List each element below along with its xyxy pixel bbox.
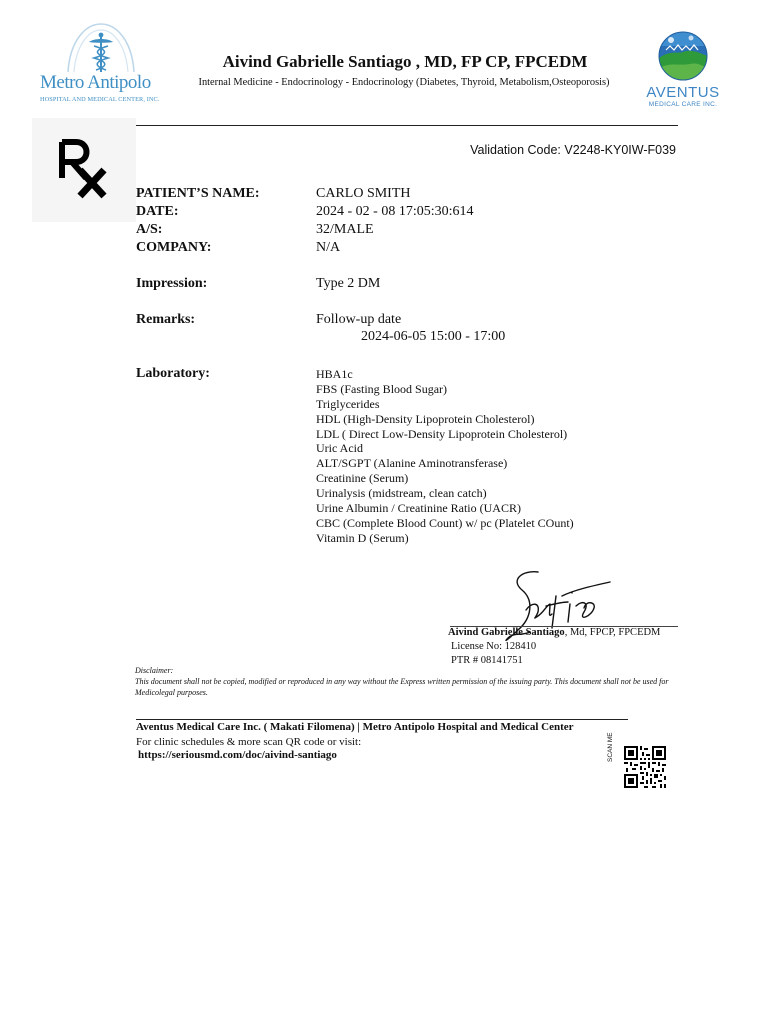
age-sex-value: 32/MALE — [316, 222, 374, 237]
lab-item: ALT/SGPT (Alanine Aminotransferase) — [316, 456, 508, 470]
aventus-logo — [640, 28, 730, 114]
age-sex-label: A/S: — [136, 222, 163, 237]
disclaimer-title: Disclaimer: — [135, 666, 174, 675]
footer-line: For clinic schedules & more scan QR code or visit: — [136, 736, 362, 748]
company-label: COMPANY: — [136, 240, 212, 255]
header-divider — [136, 125, 678, 126]
impression-label: Impression: — [136, 276, 208, 291]
right-logo-name: AVENTUS — [646, 84, 720, 101]
laboratory-label: Laboratory: — [136, 366, 210, 381]
remarks-line1: Follow-up date — [316, 312, 402, 327]
lab-item: Urine Albumin / Creatinine Ratio (UACR) — [316, 501, 521, 515]
lab-item: Vitamin D (Serum) — [316, 531, 409, 545]
ptr-number: PTR # 08141751 — [451, 655, 523, 666]
lab-item: CBC (Complete Blood Count) w/ pc (Platelet COunt) — [316, 516, 574, 530]
signer-credentials: , Md, FPCP, FPCEDM — [564, 627, 661, 638]
validation-code: Validation Code: V2248-KY0IW-F039 — [470, 143, 676, 157]
patient-name-label: PATIENT’S NAME: — [136, 186, 260, 201]
scan-me-label: SCAN ME — [607, 732, 614, 762]
lab-item: Triglycerides — [316, 397, 380, 411]
disclaimer-text: This document shall not be copied, modified or reproduced in any way without the Express written permission of the issuing party. This document shall not be used for Medicolegal purposes. — [135, 677, 669, 697]
lab-item: Urinalysis (midstream, clean catch) — [316, 486, 487, 500]
globe-icon — [640, 28, 726, 84]
footer-title: Aventus Medical Care Inc. ( Makati Filomena) | Metro Antipolo Hospital and Medical Center — [136, 721, 574, 733]
metro-antipolo-logo — [34, 16, 169, 108]
signer-name — [448, 627, 660, 638]
company-value: N/A — [316, 240, 341, 255]
date-value: 2024 - 02 - 08 17:05:30:614 — [316, 204, 474, 219]
patient-name: CARLO SMITH — [316, 186, 411, 201]
remarks-label: Remarks: — [136, 312, 196, 327]
date-label: DATE: — [136, 204, 179, 219]
left-logo-subtitle: HOSPITAL AND MEDICAL CENTER, INC. — [40, 96, 160, 103]
doctor-specialty: Internal Medicine - Endocrinology - Endocrinology (Diabetes, Thyroid, Metabolism,Osteoporosis) — [198, 77, 610, 88]
lab-item: HBA1c — [316, 367, 353, 381]
impression-value: Type 2 DM — [316, 276, 381, 291]
lab-item: FBS (Fasting Blood Sugar) — [316, 382, 448, 396]
rx-icon — [56, 138, 112, 200]
license-number: License No: 128410 — [451, 641, 537, 652]
rx-symbol — [32, 118, 136, 222]
signer-fullname: Aivind Gabrielle Santiago — [448, 627, 565, 638]
doctor-name: Aivind Gabrielle Santiago , MD, FP CP, FPCEDM — [222, 52, 588, 71]
remarks-line2: 2024-06-05 15:00 - 17:00 — [361, 329, 506, 344]
footer-divider — [136, 719, 628, 720]
footer-url[interactable]: https://seriousmd.com/doc/aivind-santiago — [138, 749, 337, 761]
lab-item: LDL ( Direct Low-Density Lipoprotein Cholesterol) — [316, 427, 568, 441]
lab-item: HDL (High-Density Lipoprotein Cholesterol) — [316, 412, 535, 426]
lab-item: Uric Acid — [316, 441, 363, 455]
qr-code-icon[interactable] — [624, 746, 666, 788]
left-logo-name: Metro Antipolo — [40, 72, 151, 93]
right-logo-subtitle: MEDICAL CARE INC. — [648, 101, 718, 108]
lab-item: Creatinine (Serum) — [316, 471, 409, 485]
